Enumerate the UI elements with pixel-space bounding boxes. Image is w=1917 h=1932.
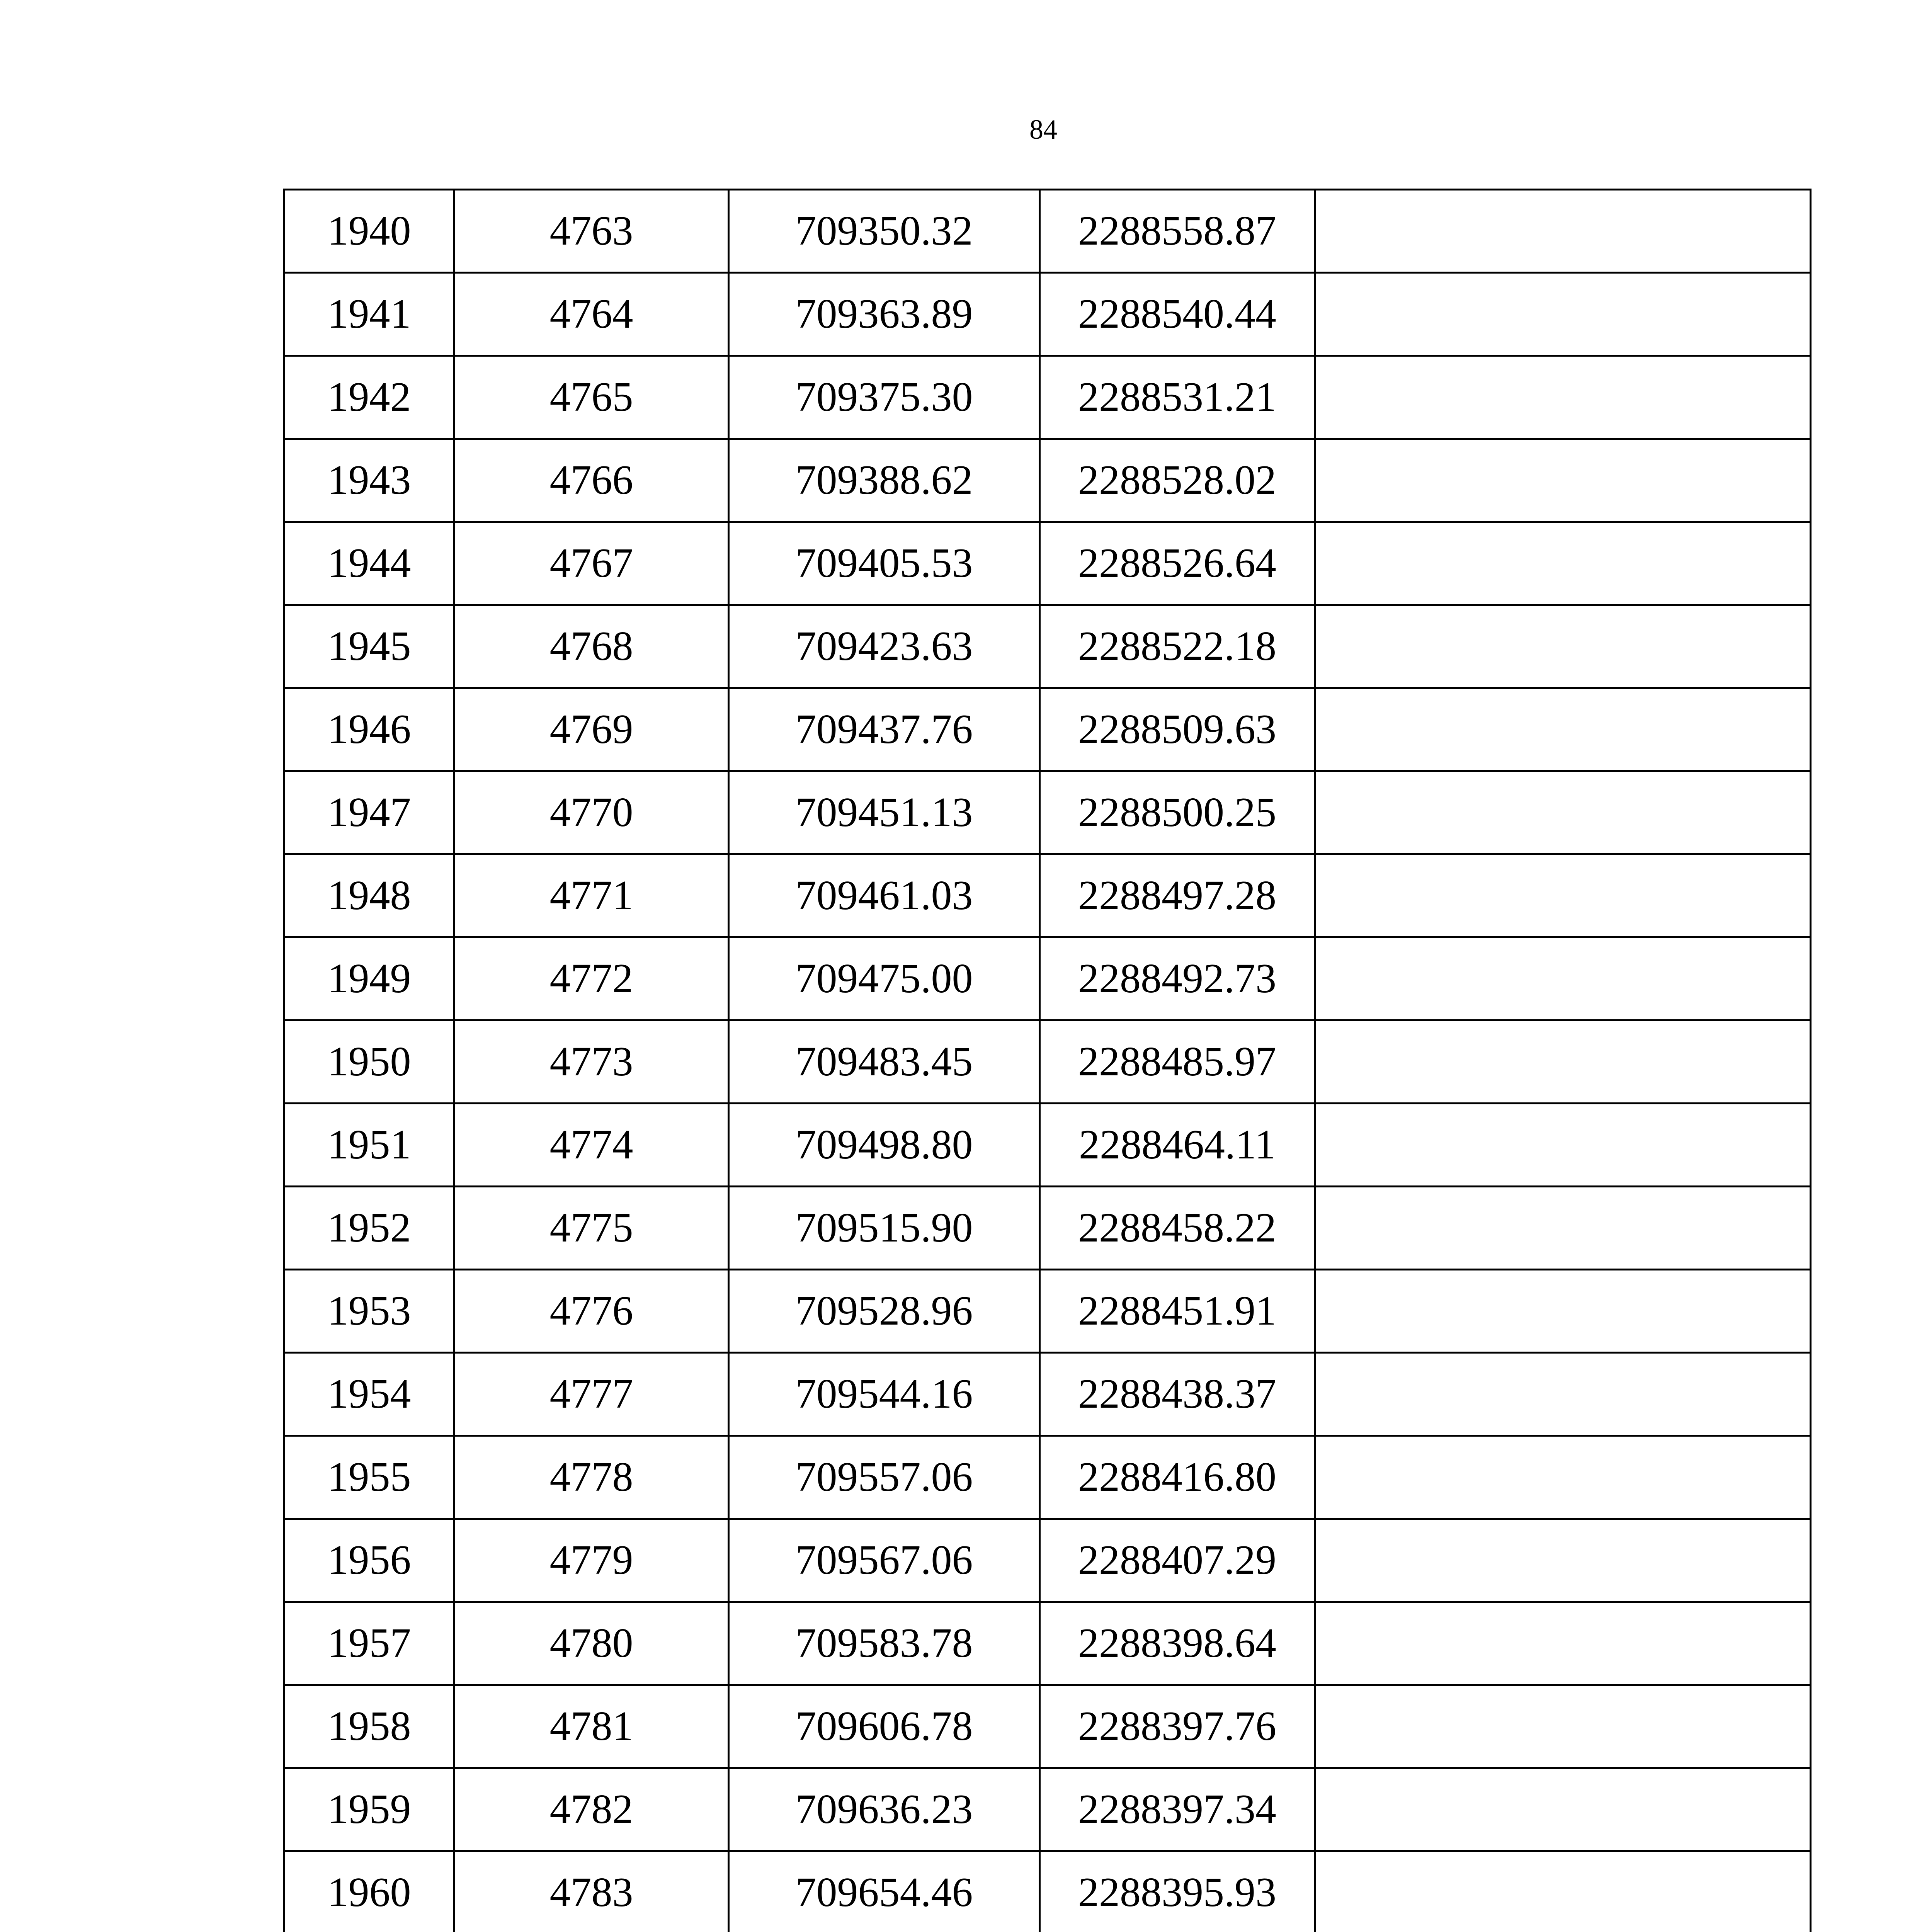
table-cell: 4776: [454, 1270, 729, 1353]
table-cell: 2288558.87: [1040, 190, 1315, 273]
table-row: [284, 1187, 1811, 1270]
table-cell: [1315, 273, 1811, 356]
table-cell: [1315, 1851, 1811, 1932]
table-cell: 2288407.29: [1040, 1519, 1315, 1602]
table-cell: 2288458.22: [1040, 1187, 1315, 1270]
table-cell: 709461.03: [729, 854, 1040, 937]
table-cell: 4779: [454, 1519, 729, 1602]
table-cell: 4782: [454, 1768, 729, 1851]
table-cell: 4774: [454, 1104, 729, 1187]
table-cell: 1946: [284, 688, 454, 771]
table-cell: 1959: [284, 1768, 454, 1851]
table-cell: 2288500.25: [1040, 771, 1315, 854]
table-cell: 709636.23: [729, 1768, 1040, 1851]
table-row: [284, 1020, 1811, 1104]
table-row: [284, 1851, 1811, 1932]
table-row: [284, 854, 1811, 937]
table-cell: 1947: [284, 771, 454, 854]
table-cell: 2288528.02: [1040, 439, 1315, 522]
table-row: [284, 356, 1811, 439]
table-row: [284, 1519, 1811, 1602]
table-row: [284, 439, 1811, 522]
table-cell: 1957: [284, 1602, 454, 1685]
table-row: [284, 522, 1811, 605]
table-cell: 709544.16: [729, 1353, 1040, 1436]
table-row: [284, 605, 1811, 688]
table-cell: 1940: [284, 190, 454, 273]
table-cell: 1942: [284, 356, 454, 439]
table-cell: 2288540.44: [1040, 273, 1315, 356]
table-cell: 709654.46: [729, 1851, 1040, 1932]
table-cell: [1315, 1768, 1811, 1851]
table-cell: 1949: [284, 937, 454, 1020]
table-cell: 4773: [454, 1020, 729, 1104]
table-row: [284, 1602, 1811, 1685]
table-cell: 1956: [284, 1519, 454, 1602]
table-cell: 1943: [284, 439, 454, 522]
table-row: [284, 1104, 1811, 1187]
table-cell: 1960: [284, 1851, 454, 1932]
table-cell: 1958: [284, 1685, 454, 1768]
table-cell: [1315, 771, 1811, 854]
table-cell: 709451.13: [729, 771, 1040, 854]
table-cell: 4783: [454, 1851, 729, 1932]
table-cell: [1315, 356, 1811, 439]
table-cell: 709483.45: [729, 1020, 1040, 1104]
table-cell: 2288526.64: [1040, 522, 1315, 605]
table-cell: 709583.78: [729, 1602, 1040, 1685]
table-row: [284, 1685, 1811, 1768]
table-cell: 4778: [454, 1436, 729, 1519]
table-cell: 1952: [284, 1187, 454, 1270]
table-row: [284, 190, 1811, 273]
table-cell: 2288397.34: [1040, 1768, 1315, 1851]
table-cell: 709475.00: [729, 937, 1040, 1020]
table-cell: [1315, 688, 1811, 771]
table-cell: 1954: [284, 1353, 454, 1436]
table-cell: 709350.32: [729, 190, 1040, 273]
table-cell: 2288464.11: [1040, 1104, 1315, 1187]
table-cell: 4768: [454, 605, 729, 688]
table-cell: 709437.76: [729, 688, 1040, 771]
table-row: [284, 1353, 1811, 1436]
table-cell: 4771: [454, 854, 729, 937]
table-cell: 1945: [284, 605, 454, 688]
table-cell: 709498.80: [729, 1104, 1040, 1187]
table-cell: 4769: [454, 688, 729, 771]
table-cell: 2288451.91: [1040, 1270, 1315, 1353]
table-cell: 4766: [454, 439, 729, 522]
table-cell: 4764: [454, 273, 729, 356]
table-cell: 4770: [454, 771, 729, 854]
table-cell: 2288395.93: [1040, 1851, 1315, 1932]
table-cell: 1953: [284, 1270, 454, 1353]
table-cell: [1315, 1436, 1811, 1519]
table-cell: 4767: [454, 522, 729, 605]
table-cell: 2288531.21: [1040, 356, 1315, 439]
table-cell: 1944: [284, 522, 454, 605]
table-cell: 1950: [284, 1020, 454, 1104]
table-cell: 2288509.63: [1040, 688, 1315, 771]
table-cell: 709567.06: [729, 1519, 1040, 1602]
table-cell: 709405.53: [729, 522, 1040, 605]
table-cell: 2288485.97: [1040, 1020, 1315, 1104]
table-cell: 2288398.64: [1040, 1602, 1315, 1685]
table-cell: 4780: [454, 1602, 729, 1685]
table-cell: 2288397.76: [1040, 1685, 1315, 1768]
table-cell: 2288522.18: [1040, 605, 1315, 688]
table-cell: 709515.90: [729, 1187, 1040, 1270]
table-cell: 2288497.28: [1040, 854, 1315, 937]
table-cell: 2288438.37: [1040, 1353, 1315, 1436]
coordinate-table: [283, 189, 1812, 1932]
table-cell: [1315, 1602, 1811, 1685]
table-cell: 1951: [284, 1104, 454, 1187]
table-cell: 709363.89: [729, 273, 1040, 356]
table-cell: [1315, 605, 1811, 688]
table-cell: 4772: [454, 937, 729, 1020]
table-cell: 1955: [284, 1436, 454, 1519]
table-cell: 709606.78: [729, 1685, 1040, 1768]
table-cell: 1948: [284, 854, 454, 937]
table-cell: [1315, 937, 1811, 1020]
table-cell: [1315, 522, 1811, 605]
table-cell: 4777: [454, 1353, 729, 1436]
table-cell: 709388.62: [729, 439, 1040, 522]
table-row: [284, 688, 1811, 771]
table-cell: [1315, 1685, 1811, 1768]
page-number: 84: [1029, 114, 1057, 145]
table-cell: 2288492.73: [1040, 937, 1315, 1020]
table-cell: [1315, 1187, 1811, 1270]
table-cell: [1315, 1519, 1811, 1602]
table-cell: 709528.96: [729, 1270, 1040, 1353]
table-cell: 709557.06: [729, 1436, 1040, 1519]
table-row: [284, 1436, 1811, 1519]
table-cell: [1315, 854, 1811, 937]
table-cell: 1941: [284, 273, 454, 356]
table-cell: [1315, 1020, 1811, 1104]
table-row: [284, 937, 1811, 1020]
table-cell: 709423.63: [729, 605, 1040, 688]
table-row: [284, 273, 1811, 356]
table-body: [284, 190, 1811, 1932]
table-cell: 4765: [454, 356, 729, 439]
table-cell: [1315, 1353, 1811, 1436]
table-cell: 4763: [454, 190, 729, 273]
table-cell: 709375.30: [729, 356, 1040, 439]
table-cell: [1315, 1270, 1811, 1353]
table-cell: [1315, 439, 1811, 522]
table-cell: 4781: [454, 1685, 729, 1768]
table-cell: 4775: [454, 1187, 729, 1270]
table-row: [284, 1270, 1811, 1353]
table-row: [284, 771, 1811, 854]
table-cell: [1315, 1104, 1811, 1187]
table-cell: [1315, 190, 1811, 273]
table-row: [284, 1768, 1811, 1851]
table-cell: 2288416.80: [1040, 1436, 1315, 1519]
